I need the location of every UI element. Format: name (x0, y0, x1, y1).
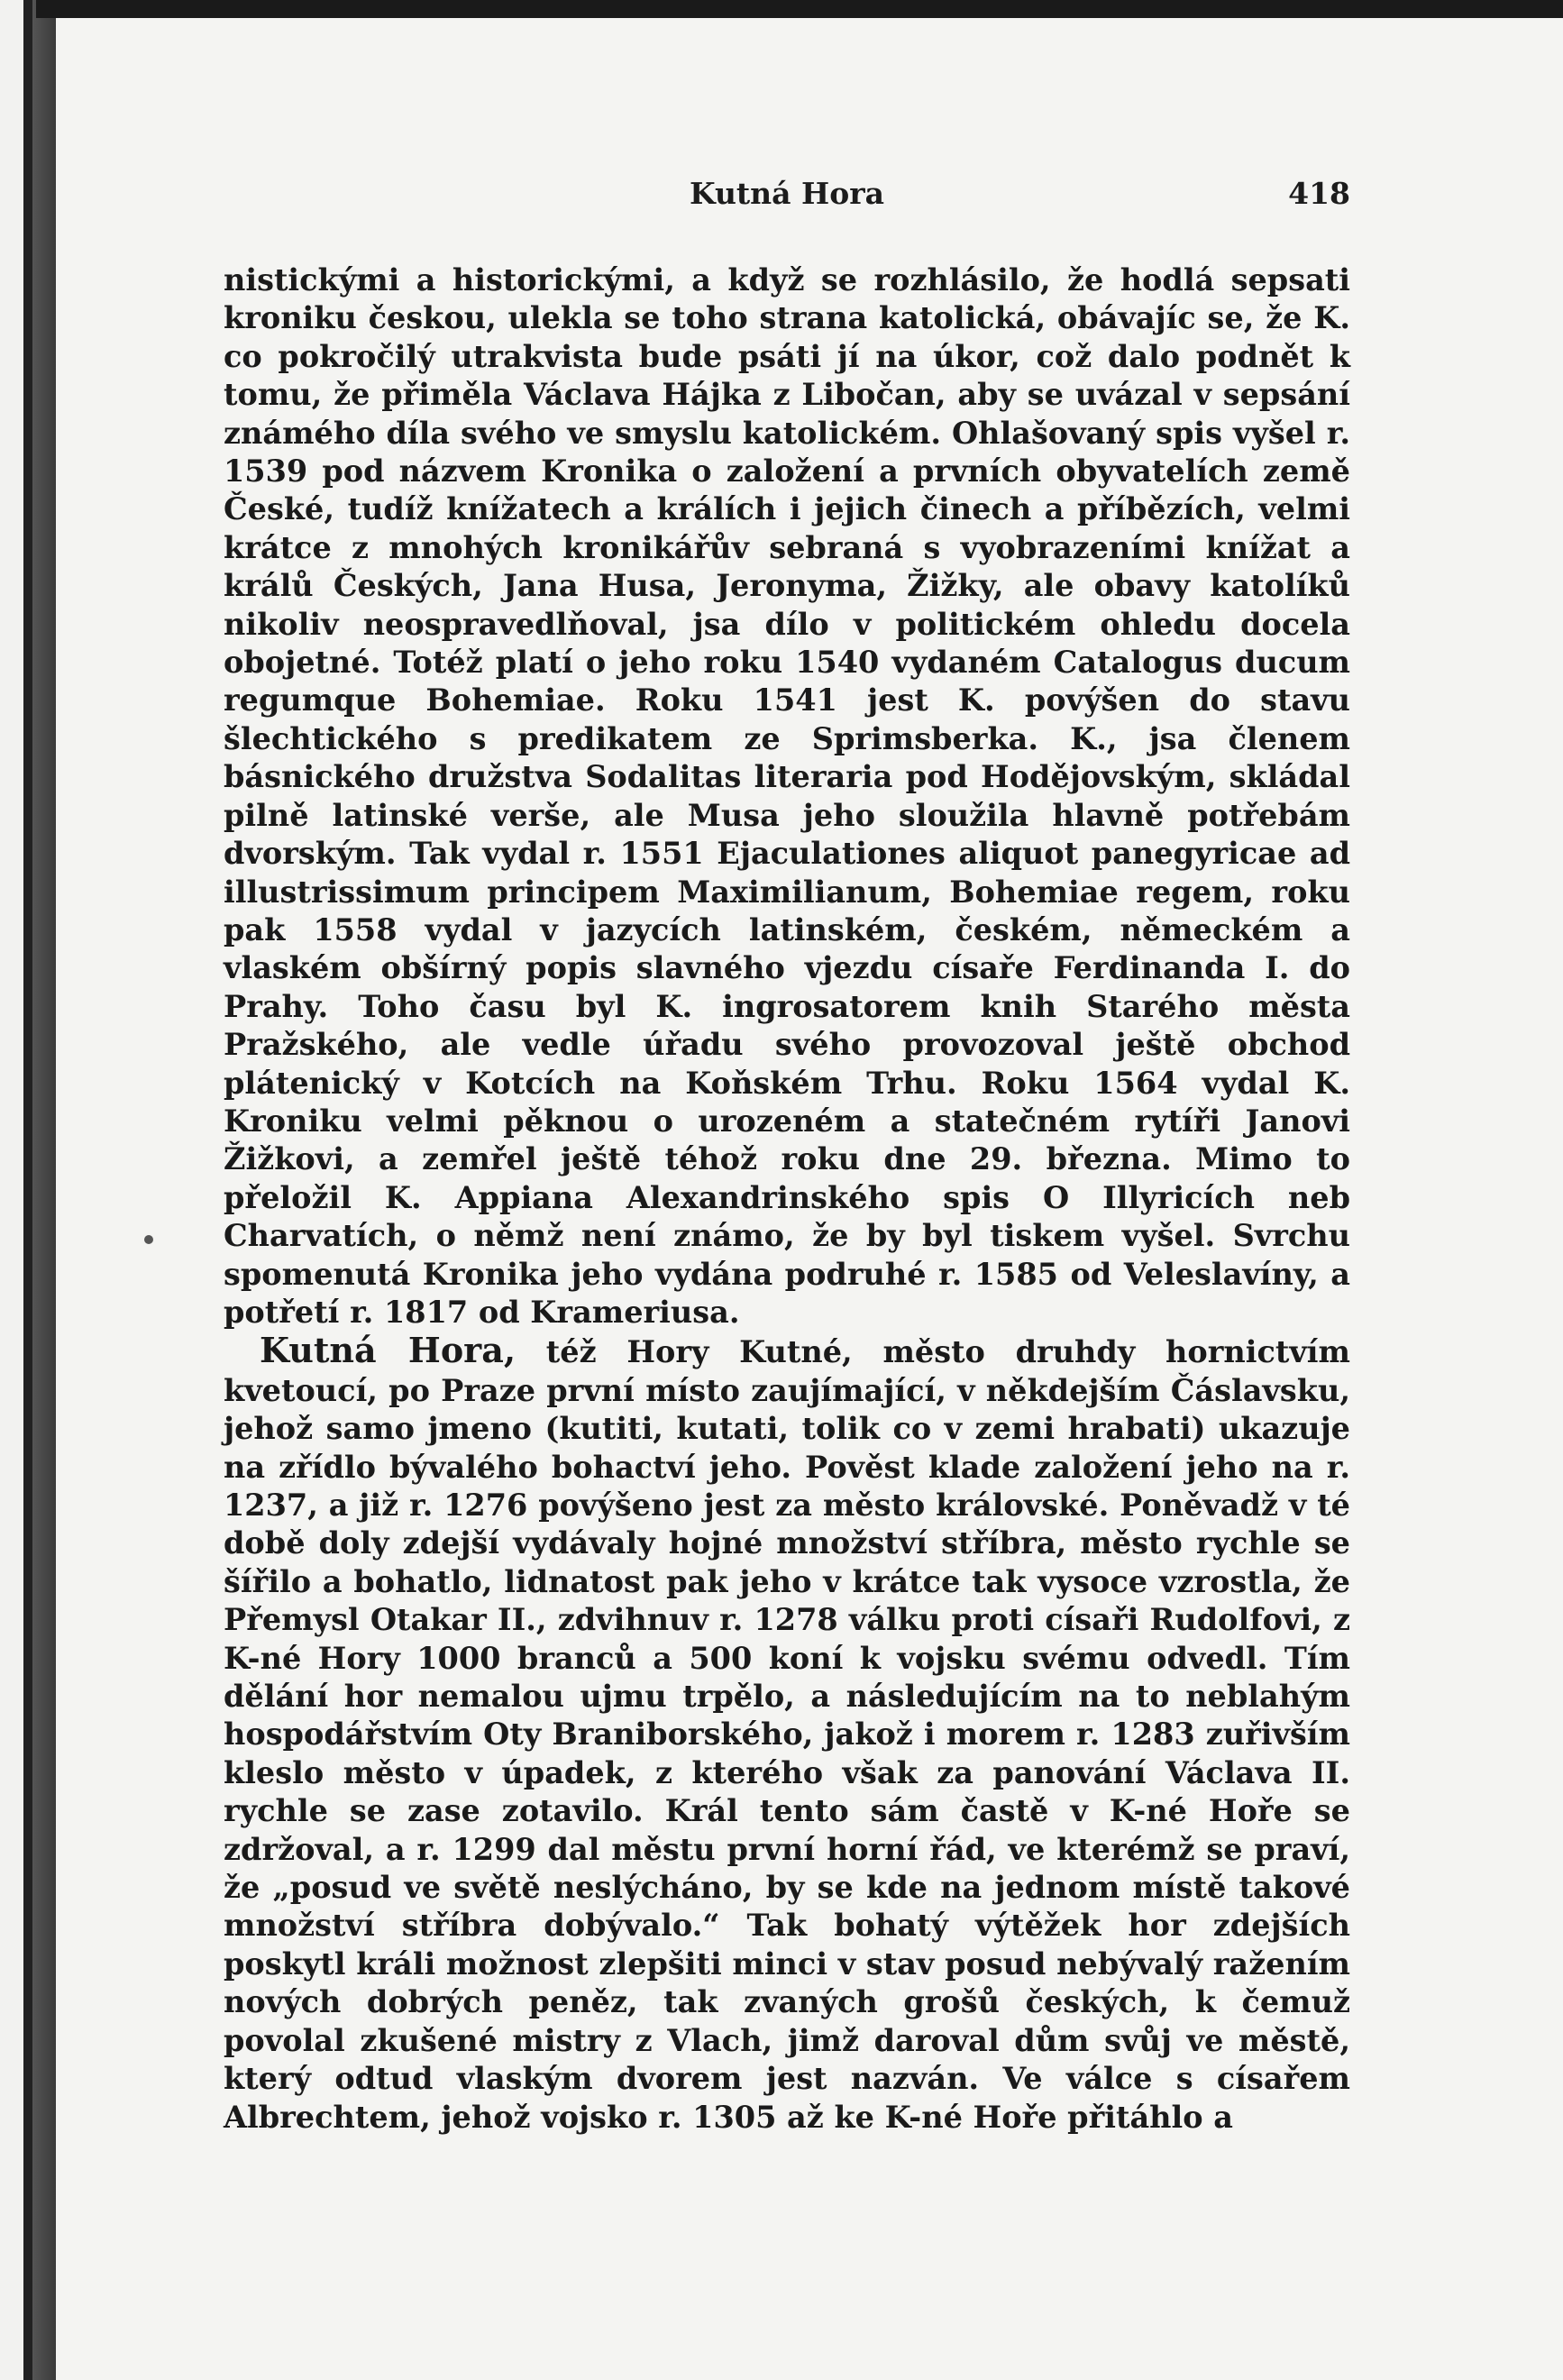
page-title: Kutná Hora (689, 176, 884, 211)
running-head (224, 176, 1350, 226)
entry-headword: Kutná Hora, (260, 1330, 516, 1371)
body-text (224, 261, 1350, 2137)
page-number: 418 (1288, 176, 1350, 211)
scan-top-edge (36, 0, 1563, 18)
scan-speck (144, 1235, 153, 1244)
entry-continuation-paragraph: nistickými a historickými, a když se rozhlásilo, že hodlá sepsati kroniku českou, ulekla se toho strana katolická, obávajíc se, že K. co pokročilý utrakvista bude psáti jí na úkor, což dalo podnět k tomu, že přiměla Václava Hájka z Libočan, aby se uvázal v sepsání známého díla svého ve smyslu katolickém. Ohlašovaný spis vyšel r. 1539 pod názvem Kronika o založení a prvních obyvatelích země České, tudíž knížatech a králích i jejich činech a příbězích, velmi krátce z mnohých kronikářův sebraná s vyobrazeními knížat a králů Českých, Jana Husa, Jeronyma, Žižky, ale obavy katolíků nikoliv neospravedlňoval, jsa dílo v politickém ohledu docela obojetné. Totéž platí o jeho roku 1540 vydaném Catalogus ducum regumque Bohemiae. Roku 1541 jest K. povýšen do stavu šlechtického s predikatem ze Sprimsberka. K., jsa členem básnického družstva Sodalitas literaria pod Hodějovským, skládal pilně latinské verše, ale Musa jeho sloužila hlavně potřebám dvorským. Tak vydal r. 1551 Ejaculationes aliquot panegyricae ad illustrissimum principem Maximilianum, Bohemiae regem, roku pak 1558 vydal v jazycích latinském, českém, německém a vlaském obšírný popis slavného vjezdu císaře Ferdinanda I. do Prahy. Toho času byl K. ingrosatorem knih Starého města Pražského, ale vedle úřadu svého provozoval ještě obchod plátenický v Kotcích na Koňském Trhu. Roku 1564 vydal K. Kroniku velmi pěknou o urozeném a statečném rytíři Janovi Žižkovi, a zemřel ještě téhož roku dne 29. března. Mimo to přeložil K. Appiana Alexandrinského spis O Illyricích neb Charvatích, o němž není známo, že by byl tiskem vyšel. Svrchu spomenutá Kronika jeho vydána podruhé r. 1585 od Veleslavíny, a potřetí r. 1817 od Krameriusa. (224, 262, 1350, 1330)
book-gutter-edge (0, 0, 56, 2380)
entry-kutna-hora-paragraph (224, 1332, 1350, 2137)
entry-kutna-hora-text: též Hory Kutné, město druhdy hornictvím kvetoucí, po Praze první místo zaujímající, v někdejším Čáslavsku, jehož samo jmeno (kutiti, kutati, tolik co v zemi hrabati) ukazuje na zřídlo bývalého bohactví jeho. Pověst klade založení jeho na r. 1237, a již r. 1276 povýšeno jest za město královské. Poněvadž v té době doly zdejší vydávaly hojné množství stříbra, město rychle se šířilo a bohatlo, lidnatost pak jeho v krátce tak vysoce vzrostla, že Přemysl Otakar II., zdvihnuv r. 1278 válku proti císaři Rudolfovi, z K-né Hory 1000 branců a 500 koní k vojsku svému odvedl. Tím dělání hor nemalou ujmu trpělo, a následujícím na to neblahým hospodářstvím Oty Braniborského, jakož i morem r. 1283 zuřivším kleslo město v úpadek, z kterého však za panování Václava II. rychle se zase zotavilo. Král tento sám častě v K-né Hoře se zdržoval, a r. 1299 dal městu první horní řád, ve kterémž se praví, že „posud ve světě neslýcháno, by se kde na jednom místě takové množství stříbra dobývalo.“ Tak bohatý výtěžek hor zdejších poskytl králi možnost zlepšiti minci v stav posud nebývalý ražením nových dobrých peněz, tak zvaných grošů českých, k čemuž povolal zkušené mistry z Vlach, jimž daroval dům svůj ve městě, který odtud vlaským dvorem jest nazván. Ve válce s císařem Albrechtem, jehož vojsko r. 1305 až ke K-né Hoře přitáhlo a (224, 1334, 1350, 2135)
